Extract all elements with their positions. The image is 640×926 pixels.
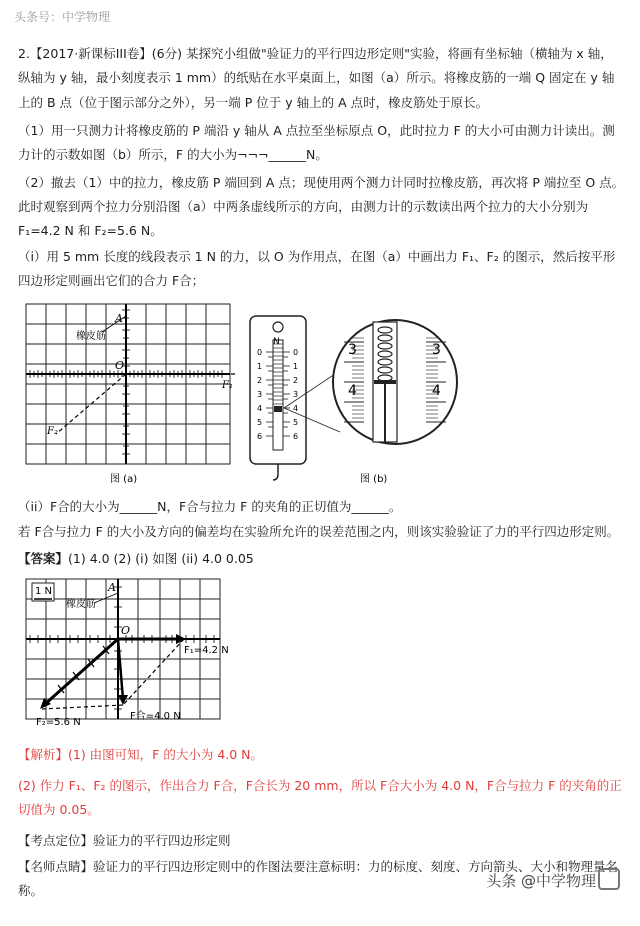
analysis-line-2: (2) 作力 F₁、F₂ 的图示，作出合力 F合，F合长为 20 mm，所以 F合大小为 4.0 N，F合与拉力 F 的夹角的正 bbox=[18, 778, 622, 793]
answer-label: 【答案】 bbox=[18, 551, 69, 566]
svg-text:1: 1 bbox=[293, 362, 299, 371]
answer-label-A: A bbox=[108, 581, 116, 594]
fig-a-label-F1: F₁ bbox=[222, 380, 233, 391]
answer-figure bbox=[22, 575, 242, 735]
answer-line bbox=[18, 549, 254, 567]
answer-label-rubber: 橡皮筋 bbox=[66, 599, 96, 610]
zoom-pointer bbox=[374, 380, 396, 384]
zoom-tick-4-left: 4 bbox=[348, 383, 357, 399]
mingshi-line-1: 【名师点睛】验证力的平行四边形定则中的作图法要注意标明：力的标度、刻度、方向箭头、大小和物理量名 bbox=[18, 859, 619, 874]
svg-text:5: 5 bbox=[257, 418, 263, 427]
problem-line-2: 纵轴为 y 轴，最小刻度表示 1 mm）的纸贴在水平桌面上，如图（a）所示。将橡皮筋的一端 Q 固定在 y 轴 bbox=[18, 70, 615, 85]
svg-text:3: 3 bbox=[257, 390, 263, 399]
analysis-line-3: 切值为 0.05。 bbox=[18, 802, 100, 817]
svg-text:4: 4 bbox=[257, 404, 263, 413]
watermark-logo-icon bbox=[598, 868, 620, 890]
source-header: 头条号：中学物理 bbox=[14, 10, 111, 24]
analysis-line-1: 【解析】(1) 由图可知，F 的大小为 4.0 N。 bbox=[18, 747, 264, 762]
scale-unit: N bbox=[273, 337, 280, 347]
problem-line-7: 此时观察到两个拉力分别沿图（a）中两条虚线所示的方向，由测力计的示数读出两个拉力的大小分别为 bbox=[18, 199, 589, 214]
watermark bbox=[486, 868, 620, 891]
fig-a-label-A: A bbox=[115, 312, 123, 325]
svg-text:0: 0 bbox=[257, 348, 263, 357]
conclusion-line: 若 F合与拉力 F 的大小及方向的偏差均在实验所允许的误差范围之内，则该实验验证了力的平行四边形定则。 bbox=[18, 524, 620, 539]
svg-text:0: 0 bbox=[293, 348, 299, 357]
svg-text:1: 1 bbox=[257, 362, 263, 371]
fig-b-caption: 图 (b) bbox=[360, 474, 388, 485]
problem-line-10: 四边形定则画出它们的合力 F合； bbox=[18, 273, 205, 288]
problem-line-9: （i）用 5 mm 长度的线段表示 1 N 的力，以 O 为作用点，在图（a）中画出力 F₁、F₂ 的图示，然后按平形 bbox=[18, 249, 616, 264]
svg-text:2: 2 bbox=[257, 376, 263, 385]
problem-line-6: （2）撤去（1）中的拉力，橡皮筋 P 端回到 A 点；现使用两个测力计同时拉橡皮筋，再次将 P 端拉至 O 点。 bbox=[18, 175, 625, 190]
f2-vector bbox=[44, 639, 118, 705]
dynamometer-hook-hole bbox=[273, 322, 283, 332]
sub-question-ii: （ii）F合的大小为______N，F合与拉力 F 的夹角的正切值为______。 bbox=[18, 499, 402, 514]
zoom-tick-4-right: 4 bbox=[432, 383, 441, 399]
parallelogram-side-1 bbox=[123, 639, 184, 705]
svg-text:2: 2 bbox=[293, 376, 299, 385]
fig-a-label-O: O bbox=[115, 359, 125, 372]
answer-label-F2: F₂=5.6 N bbox=[36, 717, 81, 728]
fig-a-label-rubber: 橡皮筋 bbox=[76, 331, 106, 342]
fsum-arrowhead bbox=[118, 695, 128, 705]
problem-line-8: F₁=4.2 N 和 F₂=5.6 N。 bbox=[18, 223, 163, 238]
dynamometer-pointer bbox=[274, 406, 282, 412]
svg-text:3: 3 bbox=[293, 390, 299, 399]
problem-line-3: 上的 B 点（位于图示部分之外），另一端 P 位于 y 轴上的 A 点时，橡皮筋处于原长。 bbox=[18, 95, 489, 110]
watermark-text: 头条 @中学物理 bbox=[486, 872, 596, 890]
problem-line-4: （1）用一只测力计将橡皮筋的 P 端沿 y 轴从 A 点拉至坐标原点 O，此时拉力 F 的大小可由测力计读出。测 bbox=[18, 123, 615, 138]
answer-label-Fsum: F合=4.0 N bbox=[130, 711, 181, 722]
svg-text:5: 5 bbox=[293, 418, 299, 427]
mingshi-line-2: 称。 bbox=[18, 883, 44, 898]
figure-b bbox=[240, 302, 502, 490]
zoom-tick-3-right: 3 bbox=[432, 342, 441, 358]
fig-a-caption: 图 (a) bbox=[110, 474, 138, 485]
scale-label: 1 N bbox=[35, 586, 53, 597]
answer-label-O: O bbox=[121, 624, 131, 637]
answer-text: (1) 4.0 (2) (i) 如图 (ii) 4.0 0.05 bbox=[68, 551, 254, 566]
kaodian-line: 【考点定位】验证力的平行四边形定则 bbox=[18, 833, 231, 848]
figure-a bbox=[22, 298, 240, 490]
problem-line-1: 2.【2017·新课标III卷】(6分) 某探究小组做"验证力的平行四边形定则"实验，将画有坐标轴（横轴为 x 轴， bbox=[18, 46, 613, 61]
answer-label-F1: F₁=4.2 N bbox=[184, 645, 229, 656]
fig-a-label-F2: F₂ bbox=[47, 426, 58, 437]
zoom-tick-3-left: 3 bbox=[348, 342, 357, 358]
svg-text:4: 4 bbox=[293, 404, 299, 413]
problem-line-5: 力计的示数如图（b）所示，F 的大小为¬¬¬______N。 bbox=[18, 147, 328, 162]
f1-arrowhead bbox=[176, 634, 186, 644]
parallelogram-side-2 bbox=[42, 705, 123, 709]
svg-text:6: 6 bbox=[257, 432, 263, 441]
dynamometer-slot bbox=[273, 340, 283, 450]
svg-text:6: 6 bbox=[293, 432, 299, 441]
